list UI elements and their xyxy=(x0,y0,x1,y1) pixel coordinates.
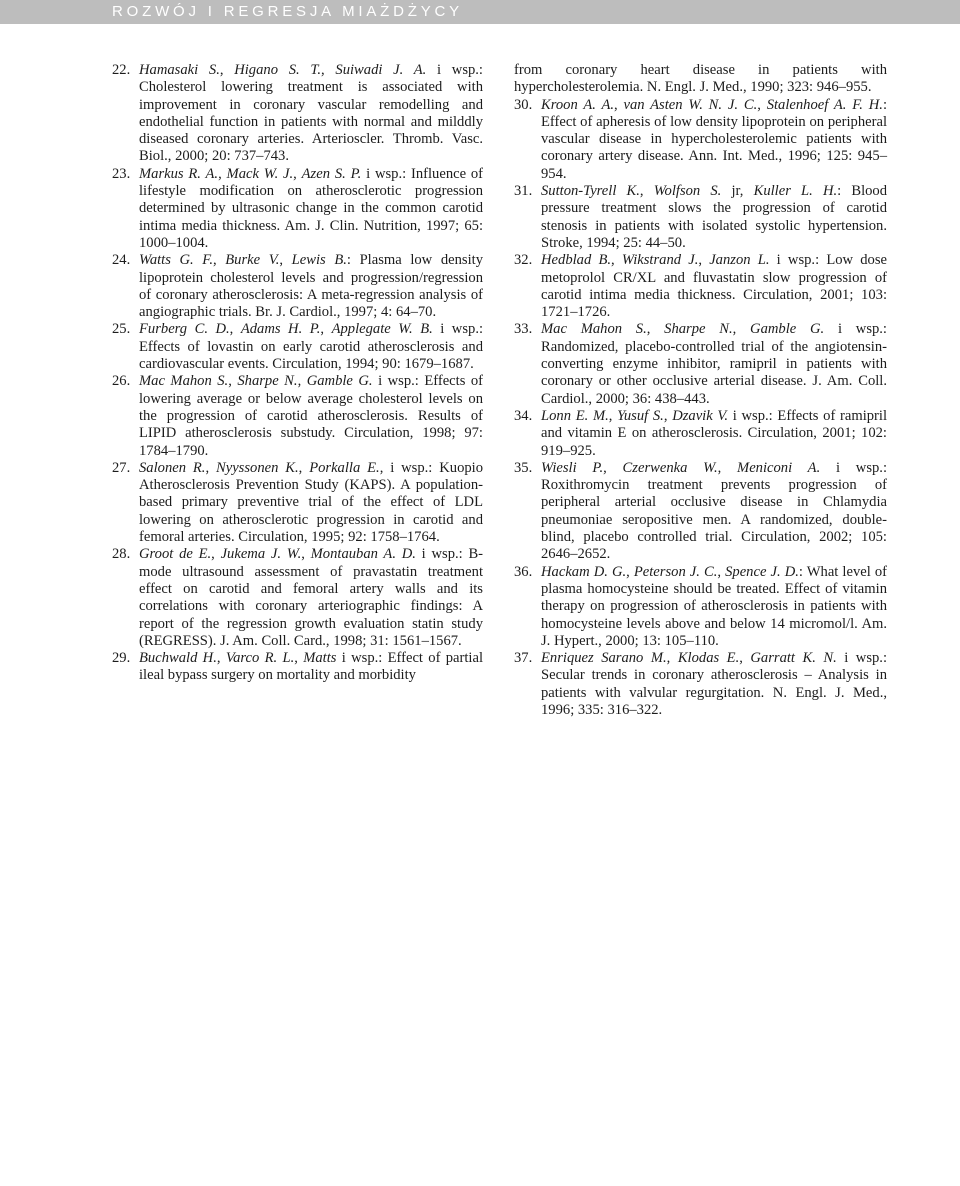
reference-author: Azen S. P. xyxy=(301,165,362,182)
reference-body: , xyxy=(321,62,336,78)
reference-entry xyxy=(514,62,887,97)
reference-author: Czerwenka W. xyxy=(622,459,718,476)
reference-author: van Asten W. N. J. C. xyxy=(623,96,758,113)
reference-body: , xyxy=(663,407,673,424)
reference-text xyxy=(541,252,887,321)
reference-entry xyxy=(514,650,887,719)
reference-author: Salonen R. xyxy=(139,459,206,476)
reference-text xyxy=(139,373,483,459)
reference-entry xyxy=(112,62,483,166)
reference-number: 31. xyxy=(514,183,533,200)
reference-body: , xyxy=(301,546,311,563)
reference-author: Gamble G. xyxy=(750,321,825,338)
reference-body: , xyxy=(717,459,738,476)
reference-body: i wsp.: Effects of lowering average or below average cholesterol levels on the progression of carotid atherosclerosis. Results of LIPID atherosclerosis substudy. Circulation, 1998; 97: 1784–1790. xyxy=(139,373,484,459)
reference-text xyxy=(139,252,483,321)
reference-author: Gamble G. xyxy=(306,373,373,390)
reference-number: 23. xyxy=(112,165,131,182)
reference-author: Matts xyxy=(303,650,337,667)
reference-body: , xyxy=(611,252,622,269)
reference-number: 33. xyxy=(514,321,533,338)
reference-author: Hedblad B. xyxy=(541,252,612,269)
reference-author: Hamasaki S. xyxy=(139,62,220,78)
reference-number: 35. xyxy=(514,459,533,476)
reference-author: Mack W. J. xyxy=(226,165,294,182)
reference-text xyxy=(541,650,887,719)
reference-body: , xyxy=(279,252,292,269)
reference-body: , xyxy=(213,252,226,269)
reference-number: 30. xyxy=(514,96,533,113)
reference-text xyxy=(139,321,483,373)
reference-number: 32. xyxy=(514,252,533,269)
reference-author: Meniconi A. xyxy=(737,459,821,476)
reference-author: Lonn E. M. xyxy=(541,407,609,424)
reference-text xyxy=(541,408,887,460)
reference-body: , xyxy=(294,650,304,667)
reference-body: : Blood pressure treatment slows the progression of carotid stenosis in patients with isolated systolic hypertension. Stroke, 1994; 25: 44–50. xyxy=(541,183,888,251)
reference-text xyxy=(139,546,483,650)
reference-author: Sharpe N. xyxy=(664,321,733,338)
reference-number: 28. xyxy=(112,546,131,563)
reference-entry xyxy=(514,408,887,460)
reference-body: : Plasma low density lipoprotein cholesterol levels and progression/regression of coronary atherosclerosis: A meta-regression analysis of angiographic trials. Br. J. Cardiol., 1997; 4: 64–70. xyxy=(139,252,483,321)
reference-author: Watts G. F. xyxy=(139,252,213,269)
reference-entry xyxy=(514,252,887,321)
reference-number: 26. xyxy=(112,373,131,390)
reference-author: Wikstrand J. xyxy=(621,252,699,269)
reference-body: , xyxy=(717,563,726,580)
reference-body: , i wsp.: Kuopio Atherosclerosis Prevention Study (KAPS). A population-based primary preventive trial of the effect of LDL lowering on atherosclerotic progression in carotid and femoral arteries. Circulation, 1995; 92: 1758–1764. xyxy=(139,459,484,546)
reference-text xyxy=(541,564,887,650)
reference-body: , xyxy=(228,373,238,390)
references-left-column xyxy=(112,62,483,685)
reference-body: i wsp.: Randomized, placebo-controlled trial of the angiotensin-converting enzyme inhibitor, ramipril in patients with coronary or other occlusive arterial disease. J. Am. Coll. Cardiol., 2000; 36: 438–443. xyxy=(541,321,887,407)
reference-number: 34. xyxy=(514,407,533,424)
reference-body: , xyxy=(626,563,634,580)
reference-number: 27. xyxy=(112,459,131,476)
reference-body: i wsp.: Influence of lifestyle modification on atherosclerotic progression determined by ultrasonic change in the common carotid intima media thickness. Am. J. Clin. Nutrition, 1997; 65: 1000–1004. xyxy=(139,165,484,251)
reference-author: Suiwadi J. A. xyxy=(335,62,427,78)
reference-author: Yusuf S. xyxy=(617,407,664,424)
reference-text xyxy=(541,321,887,407)
reference-text xyxy=(139,650,483,685)
reference-text xyxy=(514,62,887,97)
reference-entry xyxy=(112,373,483,459)
reference-entry xyxy=(514,97,887,183)
reference-text xyxy=(541,460,887,564)
reference-body: , xyxy=(297,373,307,390)
reference-body: i wsp.: Effect of partial ileal bypass surgery on mortality and morbidity xyxy=(139,650,484,684)
reference-number: 37. xyxy=(514,650,533,667)
reference-body: , xyxy=(293,165,302,182)
reference-body: , xyxy=(298,459,310,476)
reference-author: Nyyssonen K. xyxy=(215,459,299,476)
reference-body: , xyxy=(218,165,227,182)
reference-author: Sutton-Tyrell K. xyxy=(541,183,640,200)
reference-author: Applegate W. B. xyxy=(331,321,433,338)
reference-body: : What level of plasma homocysteine should be treated. Effect of vitamin therapy on progression of atherosclerosis in patients with homocysteine levels above and below 14 micromol/l. Am. J. Hypert., 2000; 13: 105–110. xyxy=(541,563,888,649)
reference-text xyxy=(541,97,887,183)
reference-author: Mac Mahon S. xyxy=(139,373,229,390)
reference-author: Wiesli P. xyxy=(541,459,604,476)
reference-number: 22. xyxy=(112,62,131,78)
reference-author: Lewis B. xyxy=(291,252,347,269)
reference-body: , xyxy=(603,459,623,476)
reference-author: Mac Mahon S. xyxy=(541,321,647,338)
reference-entry xyxy=(112,650,483,685)
reference-body: , xyxy=(216,650,226,667)
reference-body: , xyxy=(666,650,678,667)
reference-author: Furberg C. D. xyxy=(139,321,230,338)
reference-body: i wsp.: Roxithromycin treatment prevents progression of peripheral arterial occlusive disease in Chlamydia pneumoniae seropositive men. A randomized, double-blind, placebo controlled trial. Circulation, 2002; 105: 2646–2652. xyxy=(541,459,888,563)
reference-author: Adams H. P. xyxy=(240,321,321,338)
reference-entry xyxy=(112,321,483,373)
reference-body: , xyxy=(698,252,710,269)
reference-body: i wsp.: Effects of lovastin on early carotid atherosclerosis and cardiovascular events. Circulation, 1994; 90: 1679–1687. xyxy=(139,321,484,373)
reference-body: , xyxy=(219,62,235,78)
reference-body: , xyxy=(739,650,751,667)
reference-body: , xyxy=(639,183,654,200)
reference-author: Montauban A. D. xyxy=(310,546,416,563)
reference-entry xyxy=(514,564,887,650)
reference-entry xyxy=(112,546,483,650)
reference-body: , xyxy=(608,407,618,424)
reference-author: Kroon A. A. xyxy=(541,96,615,113)
reference-author: Jukema J. W. xyxy=(220,546,302,563)
reference-entry xyxy=(112,460,483,546)
reference-author: Sharpe N. xyxy=(237,373,298,390)
reference-author: Spence J. D. xyxy=(725,563,799,580)
reference-text xyxy=(139,460,483,546)
reference-number: 29. xyxy=(112,650,131,667)
reference-number: 24. xyxy=(112,252,131,269)
reference-entry xyxy=(514,183,887,252)
reference-author: Janzon L. xyxy=(709,252,770,269)
reference-author: Buchwald H. xyxy=(139,650,217,667)
reference-body: , xyxy=(320,321,332,338)
reference-entry xyxy=(112,166,483,252)
references-right-column xyxy=(514,62,887,719)
reference-entry xyxy=(514,460,887,564)
reference-body: i wsp.: Secular trends in coronary atherosclerosis – Analysis in patients with valvular regurgitation. N. Engl. J. Med., 1996; 335: 316–322. xyxy=(541,650,888,718)
reference-body: , xyxy=(646,321,665,338)
reference-body: , xyxy=(614,96,624,113)
reference-author: Groot de E. xyxy=(139,546,212,563)
running-title: ROZWÓJ I REGRESJA MIAŻDŻYCY xyxy=(112,3,463,20)
reference-body: i wsp.: B-mode ultrasound assessment of pravastatin treatment effect on carotid and femoral artery walls and its correlations with coronary arteriographic findings: A report of the regression growth evaluation statin study (REGRESS). J. Am. Coll. Card., 1998; 31: 1561–1567. xyxy=(139,546,484,649)
reference-body: , xyxy=(732,321,751,338)
reference-body: i wsp.: Cholesterol lowering treatment is associated with improvement in coronary vascular remodelling and endothelial function in patients with normal and milddly diseased coronary arteries. Arterioscler. Thromb. Vasc. Biol., 2000; 20: 737–743. xyxy=(139,62,483,165)
reference-author: Burke V. xyxy=(225,252,280,269)
reference-body: : Effect of apheresis of low density lipoprotein on peripheral vascular disease in hypercholesterolemic patients with coronary artery disease. Ann. Int. Med., 1996; 125: 945–954. xyxy=(541,96,888,182)
reference-number: 36. xyxy=(514,563,533,580)
reference-author: Hackam D. G. xyxy=(541,563,627,580)
reference-body: , xyxy=(205,459,216,476)
reference-body: from coronary heart disease in patients with hypercholesterolemia. N. Engl. J. Med., 1990; 323: 946–955. xyxy=(514,62,887,96)
reference-author: Peterson J. C. xyxy=(633,563,718,580)
reference-author: Enriquez Sarano M. xyxy=(541,650,667,667)
reference-body: i wsp.: Low dose metoprolol CR/XL and fluvastatin slow progression of carotid intima media thickness. Circulation, 2001; 103: 1721–1726. xyxy=(541,252,888,321)
reference-author: Markus R. A. xyxy=(139,165,219,182)
reference-text xyxy=(541,183,887,252)
reference-author: Dzavik V. xyxy=(672,407,729,424)
reference-body: , xyxy=(211,546,221,563)
reference-entry xyxy=(112,252,483,321)
reference-body: , xyxy=(757,96,767,113)
reference-author: Higano S. T. xyxy=(234,62,322,78)
reference-author: Garratt K. N. xyxy=(750,650,837,667)
running-header-band xyxy=(0,0,960,24)
reference-body: , xyxy=(229,321,241,338)
reference-text xyxy=(139,166,483,252)
reference-author: Kuller L. H. xyxy=(753,183,838,200)
reference-body: i wsp.: Effects of ramipril and vitamin E on atherosclerosis. Circulation, 2001; 102: 919–925. xyxy=(541,407,888,459)
reference-author: Stalenhoef A. F. H. xyxy=(766,96,883,113)
reference-author: Wolfson S. xyxy=(653,183,722,200)
reference-number: 25. xyxy=(112,321,131,338)
reference-entry xyxy=(514,321,887,407)
reference-author: Varco R. L. xyxy=(225,650,295,667)
reference-author: Klodas E. xyxy=(677,650,740,667)
reference-text xyxy=(139,62,483,166)
reference-body: jr, xyxy=(721,183,754,200)
reference-author: Porkalla E. xyxy=(309,459,380,476)
